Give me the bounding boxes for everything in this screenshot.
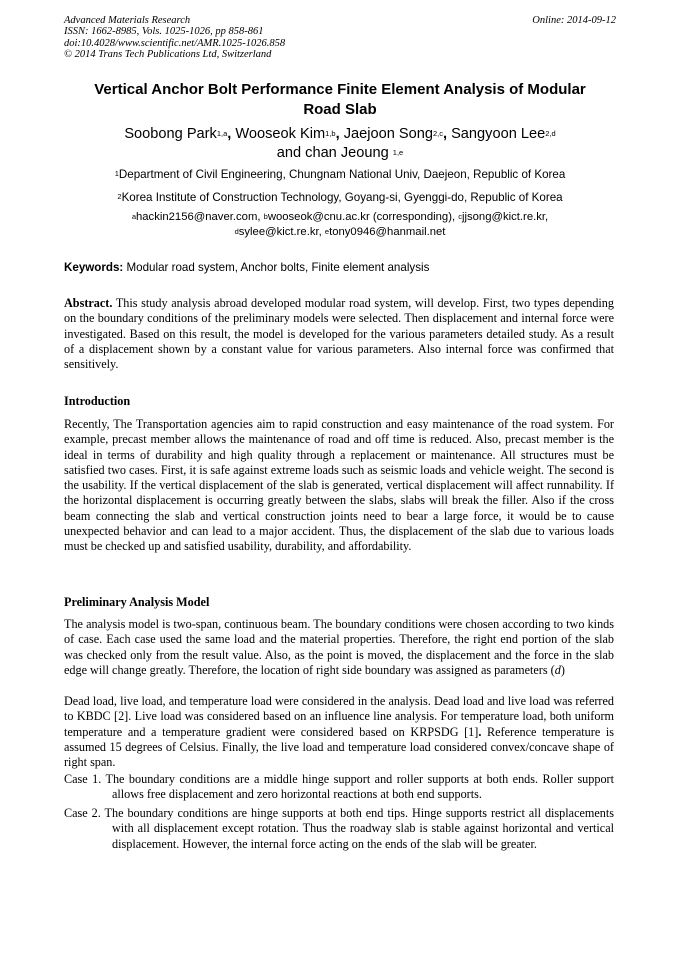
affiliation-text: Korea Institute of Construction Technology, Goyang-si, Gyenggi-do, Republic of Korea xyxy=(121,191,563,204)
author-sup: 1,b xyxy=(325,129,336,138)
email-sup: c xyxy=(458,212,462,221)
email-line-1 xyxy=(64,210,616,225)
affiliation-2 xyxy=(64,190,616,205)
case-1: Case 1. The boundary conditions are a middle hinge support and roller supports at both ends. Roller support allows free displacement and zero horizontal reactions at both end supports. xyxy=(64,772,614,802)
paragraph-text: ) xyxy=(560,662,565,677)
doi: doi:10.4028/www.scientific.net/AMR.1025-1026.858 xyxy=(64,37,286,49)
email-sup: a xyxy=(131,212,136,221)
email-sup: b xyxy=(263,212,268,221)
author-name: Sangyoon Lee xyxy=(451,126,546,142)
preliminary-heading: Preliminary Analysis Model xyxy=(64,595,210,609)
author-name: Jaejoon Song xyxy=(343,126,433,142)
abstract-text: This study analysis abroad developed modular road system, will develop. First, two types depending on the boundary conditions of the preliminary models were selected. Then displacement and internal force were investigated. Based on this result, the model is developed for the various parameters detailed study. As a result of a displacement shown by a constant value for various parameters. Also internal force was confirmed that sensitively. xyxy=(64,296,614,372)
email-link[interactable]: sylee@kict.re.kr, xyxy=(238,226,325,238)
preliminary-paragraph-2 xyxy=(64,694,614,770)
paragraph-text: Reference temperature is assumed 15 degrees of Celsius. Finally, the live load and temperature load considered convex/concave shape of right span. xyxy=(64,724,614,770)
author-sup: 1,e xyxy=(392,148,404,157)
keywords xyxy=(64,260,616,275)
author-name: Soobong Park xyxy=(124,126,217,142)
affiliation-text: Department of Civil Engineering, Chungnam National Univ, Daejeon, Republic of Korea xyxy=(118,168,566,181)
introduction-heading: Introduction xyxy=(64,394,131,408)
email-link[interactable]: tony0946@hanmail.net xyxy=(329,226,446,238)
email-sup: d xyxy=(234,227,239,236)
author-sup: 2,d xyxy=(545,129,556,138)
paragraph-text: The analysis model is two-span, continuous beam. The boundary conditions were chosen according to two kinds of case. Each case used the same load and the material properties. Therefore, the right end portion of the slab was checked only from the result value. Also, as the point is moved, the displacement and the force in the slab edge will change greatly. Therefore, the location of right side boundary was assigned as parameters ( xyxy=(64,617,614,677)
title-line-2: Road Slab xyxy=(303,101,377,118)
title-line-1: Vertical Anchor Bolt Performance Finite Element Analysis of Modular xyxy=(94,81,586,98)
paper-title xyxy=(64,80,616,120)
email-line-2 xyxy=(64,225,616,240)
author-line-2 xyxy=(64,144,616,163)
author-list xyxy=(64,125,616,163)
journal-header xyxy=(64,15,616,61)
email-link[interactable]: jjsong@kict.re.kr, xyxy=(461,211,549,223)
keywords-text: Modular road system, Anchor bolts, Finite element analysis xyxy=(123,261,430,274)
email-link[interactable]: wooseok@cnu.ac.kr (corresponding), xyxy=(267,211,459,223)
preliminary-paragraph-1 xyxy=(64,617,614,678)
introduction-text: Recently, The Transportation agencies aim to rapid construction and easy maintenance of the road system. For example, precast member allows the maintenance of road and off time is reduced. Also, precast member is the ideal in terms of durability and high quality through a replacement or maintenance. All structures must be satisfied two cases. First, it is safe against extreme loads such as seismic loads and vehicle weight. The second is the usability. If the vertical displacement of the slab is generated, vertical displacement will affect runnability. If the horizontal displacement is occurring greatly between the slabs, slabs will break the filler. Also if the cross beam connecting the slab and vertical construction joints need to bear a large force, it would be to cause unexpected behavior and can lead to a major accident. Thus, the displacement of the slab due to various loads must be checked up and satisfied usability, durability, and affordability. xyxy=(64,417,614,554)
author-name: and chan Jeoung xyxy=(276,145,393,161)
email-link[interactable]: hackin2156@naver.com, xyxy=(135,211,264,223)
author-sup: 1,a xyxy=(216,129,228,138)
email-sup: e xyxy=(324,227,330,236)
author-line-1: Soobong Park$^{1,a}$, Wooseok Kim$^{1,b}$, Jaejoon Song$^{2,c}$, Sangyoon Lee$^{2,d}$ xyxy=(124,126,556,142)
affiliation-number: 1 xyxy=(114,169,119,178)
online-date: Online: 2014-09-12 xyxy=(532,15,616,26)
case-2: Case 2. The boundary conditions are hinge supports at both end tips. Hinge supports restrict all displacements with all displacement except rotation. Thus the roadway slab is stable against horizontal and vertical displacement. However, the internal force acting on the ends of the slab will be greater. xyxy=(64,806,614,851)
paragraph-text: . xyxy=(478,724,482,739)
affiliation-number: 2 xyxy=(117,192,122,201)
author-sup: 2,c xyxy=(432,129,443,138)
email-list xyxy=(64,210,616,240)
issn: ISSN: 1662-8985, Vols. 1025-1026, pp 858-861 xyxy=(64,26,264,38)
author-name: Wooseok Kim xyxy=(235,126,326,142)
keywords-label: Keywords: xyxy=(64,261,124,274)
affiliation-1 xyxy=(64,167,616,182)
copyright: © 2014 Trans Tech Publications Ltd, Switzerland xyxy=(64,49,272,61)
journal-name: Advanced Materials Research xyxy=(64,15,191,26)
variable-d: d xyxy=(554,662,561,677)
paragraph-text: Dead load, live load, and temperature load were considered in the analysis. Dead load and live load was referred to KBDC [2]. Live load was considered based on an influence line analysis. For temperature load, both uniform temperature and a temperature gradient were considered based on KRPSDG [1] xyxy=(64,694,614,739)
abstract xyxy=(64,296,614,372)
abstract-label: Abstract. xyxy=(64,296,113,310)
